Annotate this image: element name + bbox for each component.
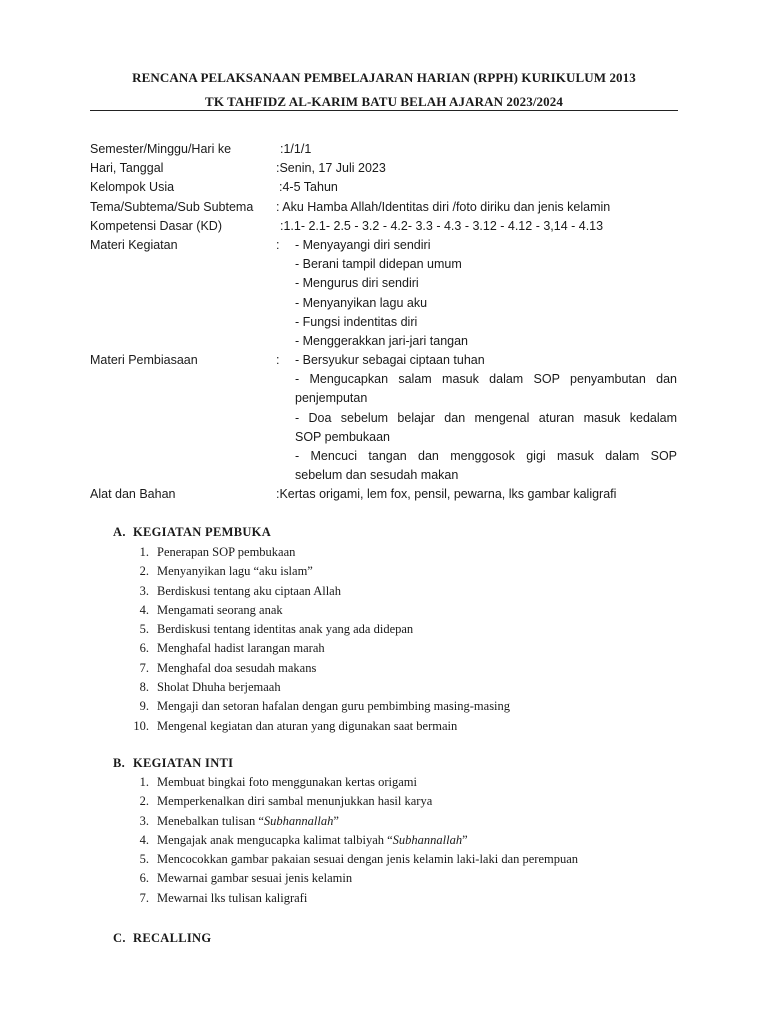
- item-text-part: ”: [462, 832, 468, 847]
- pembiasaan-line: - Doa sebelum belajar dan mengenal aturan masuk kedalam: [295, 410, 677, 425]
- materi-row: [90, 313, 680, 332]
- item-number: 5.: [139, 622, 149, 637]
- item-text: Menghafal doa sesudah makans: [157, 660, 317, 675]
- item-text: [157, 850, 578, 869]
- pembiasaan-line: - Mencuci tangan dan menggosok gigi masuk dalam SOP: [295, 449, 677, 463]
- section-letter: C.: [113, 931, 126, 945]
- item-number: 7.: [139, 890, 149, 905]
- item-text: Mengenal kegiatan dan aturan yang digunakan saat bermain: [157, 718, 458, 733]
- semester-label: Semester/Minggu/Hari ke: [90, 142, 232, 156]
- item-number: 7.: [139, 660, 149, 675]
- item-number: 4.: [139, 602, 149, 617]
- hari-label: Hari, Tanggal: [90, 161, 164, 176]
- item-text-italic: Subhannallah: [263, 813, 334, 828]
- item-text-part: Mengajak anak mengucapka kalimat talbiyah “: [157, 832, 393, 847]
- school-title: TK TAHFIDZ AL-KARIM BATU BELAH AJARAN 2023/2024: [205, 94, 563, 109]
- item-text-italic: Subhannallah: [392, 832, 463, 847]
- kelompok-label: Kelompok Usia: [90, 180, 175, 195]
- info-row-tema: [90, 198, 680, 217]
- item-number: 1.: [139, 545, 149, 559]
- materi-item: - Fungsi indentitas diri: [295, 314, 418, 329]
- hari-value: :Senin, 17 Juli 2023: [276, 161, 386, 176]
- pembiasaan-label: Materi Pembiasaan: [90, 353, 198, 368]
- section-letter: A.: [113, 525, 126, 539]
- info-row-materi: [90, 236, 680, 255]
- pembiasaan-row: [90, 370, 680, 389]
- info-row-hari: [90, 159, 680, 178]
- tema-label: Tema/Subtema/Sub Subtema: [90, 199, 254, 214]
- item-text: [157, 831, 468, 850]
- item-number: 2.: [139, 564, 149, 579]
- materi-row: [90, 274, 680, 293]
- document-title: RENCANA PELAKSANAAN PEMBELAJARAN HARIAN (RPPH) KURIKULUM 2013: [132, 70, 636, 85]
- item-text-part: Mencocokkan gambar pakaian sesuai dengan jenis kelamin laki-laki dan perempuan: [157, 852, 579, 867]
- section-title: RECALLING: [133, 931, 212, 945]
- item-number: 2.: [139, 794, 149, 809]
- pembiasaan-row: [90, 428, 680, 447]
- item-text: [157, 812, 339, 831]
- info-row-kd: [90, 217, 680, 236]
- materi-item: - Menyanyikan lagu aku: [295, 295, 428, 310]
- kelompok-value: :4-5 Tahun: [279, 180, 338, 195]
- item-number: 10.: [133, 718, 149, 733]
- item-text: [157, 869, 352, 888]
- item-text: Mengaji dan setoran hafalan dengan guru pembimbing masing-masing: [157, 699, 511, 714]
- item-text: Sholat Dhuha berjemaah: [157, 680, 281, 695]
- item-text: Berdiskusi tentang identitas anak yang ada didepan: [157, 622, 414, 637]
- item-text: Berdiskusi tentang aku ciptaan Allah: [157, 583, 341, 598]
- materi-item: - Mengurus diri sendiri: [295, 276, 419, 291]
- item-text: Menyanyikan lagu “aku islam”: [157, 564, 313, 579]
- item-text: Penerapan SOP pembukaan: [157, 545, 296, 559]
- pembiasaan-colon: :: [276, 353, 280, 368]
- section-letter: B.: [113, 756, 126, 770]
- section-title: KEGIATAN PEMBUKA: [133, 525, 272, 539]
- info-table: [90, 140, 680, 505]
- item-text: Mengamati seorang anak: [157, 602, 283, 617]
- item-number: 1.: [139, 775, 149, 789]
- pembiasaan-line: penjemputan: [295, 391, 368, 406]
- pembiasaan-line: - Bersyukur sebagai ciptaan tuhan: [295, 353, 485, 368]
- section-a-heading: [113, 525, 271, 540]
- item-number: 9.: [139, 699, 149, 714]
- materi-item: - Berani tampil didepan umum: [295, 257, 462, 272]
- item-text-part: ”: [333, 813, 339, 828]
- item-number: 6.: [139, 641, 149, 656]
- kd-label: Kompetensi Dasar (KD): [90, 218, 222, 233]
- materi-row: [90, 255, 680, 274]
- materi-row: [90, 332, 680, 351]
- kd-value: :1.1- 2.1- 2.5 - 3.2 - 4.2- 3.3 - 4.3 - 3.12 - 4.12 - 3,14 - 4.13: [280, 218, 604, 233]
- pembiasaan-row: [90, 389, 680, 408]
- materi-colon: :: [276, 237, 280, 252]
- section-title: KEGIATAN INTI: [133, 756, 234, 770]
- info-row-semester: [90, 140, 680, 159]
- pembiasaan-row: [90, 466, 680, 485]
- pembiasaan-line: - Mengucapkan salam masuk dalam SOP penyambutan dan: [295, 372, 677, 387]
- item-text: Menghafal hadist larangan marah: [157, 641, 325, 656]
- section-c-heading: [113, 931, 211, 946]
- item-text-part: Mewarnai gambar sesuai jenis kelamin: [157, 871, 353, 886]
- section-b-heading: [113, 756, 233, 771]
- item-text-part: Membuat bingkai foto menggunakan kertas origami: [157, 775, 418, 789]
- semester-value: :1/1/1: [280, 142, 312, 156]
- pembiasaan-line: sebelum dan sesudah makan: [295, 468, 459, 483]
- item-text-part: Memperkenalkan diri sambal menunjukkan hasil karya: [157, 794, 433, 809]
- item-number: 3.: [139, 813, 149, 828]
- item-text: [157, 792, 432, 811]
- materi-item: - Menyayangi diri sendiri: [295, 237, 431, 252]
- item-number: 8.: [139, 680, 149, 695]
- info-row-alat: [90, 485, 680, 504]
- alat-value: :Kertas origami, lem fox, pensil, pewarna, lks gambar kaligrafi: [276, 487, 617, 502]
- materi-label: Materi Kegiatan: [90, 237, 178, 252]
- pembiasaan-line: SOP pembukaan: [295, 429, 390, 444]
- item-text: [157, 773, 417, 792]
- item-text-part: Menebalkan tulisan “: [157, 813, 264, 828]
- materi-item: - Menggerakkan jari-jari tangan: [295, 333, 469, 348]
- alat-label: Alat dan Bahan: [90, 487, 176, 502]
- info-row-pembiasaan: [90, 351, 680, 370]
- pembiasaan-row: [90, 409, 680, 428]
- item-text: [157, 889, 307, 908]
- header-underline: [90, 110, 678, 111]
- tema-value: : Aku Hamba Allah/Identitas diri /foto diriku dan jenis kelamin: [276, 199, 611, 214]
- item-number: 5.: [139, 852, 149, 867]
- pembiasaan-row: [90, 447, 680, 466]
- item-number: 4.: [139, 832, 149, 847]
- materi-row: [90, 294, 680, 313]
- info-row-kelompok: [90, 178, 680, 197]
- item-number: 6.: [139, 871, 149, 886]
- item-number: 3.: [139, 583, 149, 598]
- item-text-part: Mewarnai lks tulisan kaligrafi: [157, 890, 308, 905]
